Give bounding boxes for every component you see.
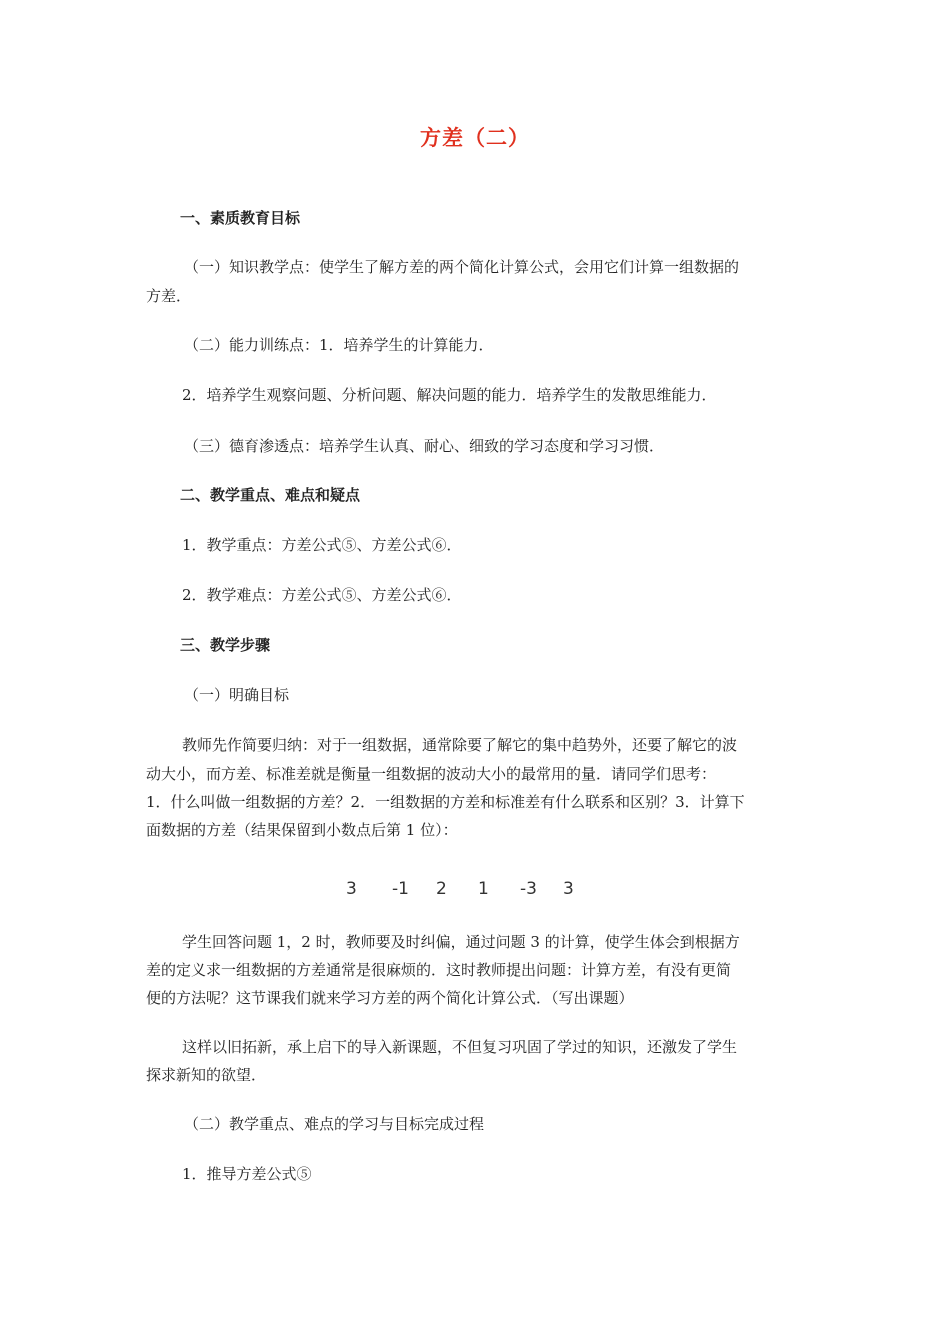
section-heading: 三、教学步骤 [180, 636, 271, 654]
data-number: 3 [346, 879, 357, 899]
paragraph-line: （三）德育渗透点：培养学生认真、耐心、细致的学习态度和学习习惯． [184, 437, 665, 455]
data-number: 2 [436, 879, 447, 899]
paragraph-line: 2．培养学生观察问题、分析问题、解决问题的能力．培养学生的发散思维能力． [182, 386, 717, 404]
paragraph-line: 2．教学难点：方差公式⑤、方差公式⑥． [182, 586, 462, 604]
subheading: （二）教学重点、难点的学习与目标完成过程 [184, 1115, 485, 1133]
page-title: 方差（二） [420, 126, 530, 150]
paragraph-line: 方差． [146, 287, 192, 305]
paragraph-line: （二）能力训练点：1．培养学生的计算能力． [184, 336, 494, 354]
data-number: 3 [563, 879, 574, 899]
paragraph-line: （一）知识教学点：使学生了解方差的两个简化计算公式，会用它们计算一组数据的 [184, 258, 740, 276]
data-number: -3 [520, 879, 537, 899]
paragraph-line: 探求新知的欲望． [146, 1066, 267, 1084]
paragraph-line: 1．教学重点：方差公式⑤、方差公式⑥． [182, 536, 462, 554]
data-number: 1 [478, 879, 489, 899]
paragraph-line: 教师先作简要归纳：对于一组数据，通常除要了解它的集中趋势外，还要了解它的波 [182, 736, 738, 754]
paragraph-line: 学生回答问题 1，2 时，教师要及时纠偏，通过问题 3 的计算，使学生体会到根据方 [182, 933, 740, 951]
paragraph-line: 1．推导方差公式⑤ [182, 1165, 312, 1183]
paragraph-line: 这样以旧拓新，承上启下的导入新课题，不但复习巩固了学过的知识，还激发了学生 [182, 1038, 738, 1056]
section-heading: 二、教学重点、难点和疑点 [180, 486, 361, 504]
paragraph-line: 差的定义求一组数据的方差通常是很麻烦的．这时教师提出问题：计算方差，有没有更简 [146, 961, 732, 979]
paragraph-line: 动大小，而方差、标准差就是衡量一组数据的波动大小的最常用的量．请同学们思考： [146, 765, 717, 783]
subheading: （一）明确目标 [184, 686, 290, 704]
section-heading: 一、素质教育目标 [180, 209, 301, 227]
paragraph-line: 面数据的方差（结果保留到小数点后第 1 位）： [146, 821, 458, 839]
paragraph-line: 1．什么叫做一组数据的方差？2．一组数据的方差和标准差有什么联系和区别？3．计算下 [146, 793, 745, 811]
paragraph-line: 便的方法呢？这节课我们就来学习方差的两个简化计算公式．（写出课题） [146, 989, 634, 1007]
data-number: -1 [392, 879, 409, 899]
